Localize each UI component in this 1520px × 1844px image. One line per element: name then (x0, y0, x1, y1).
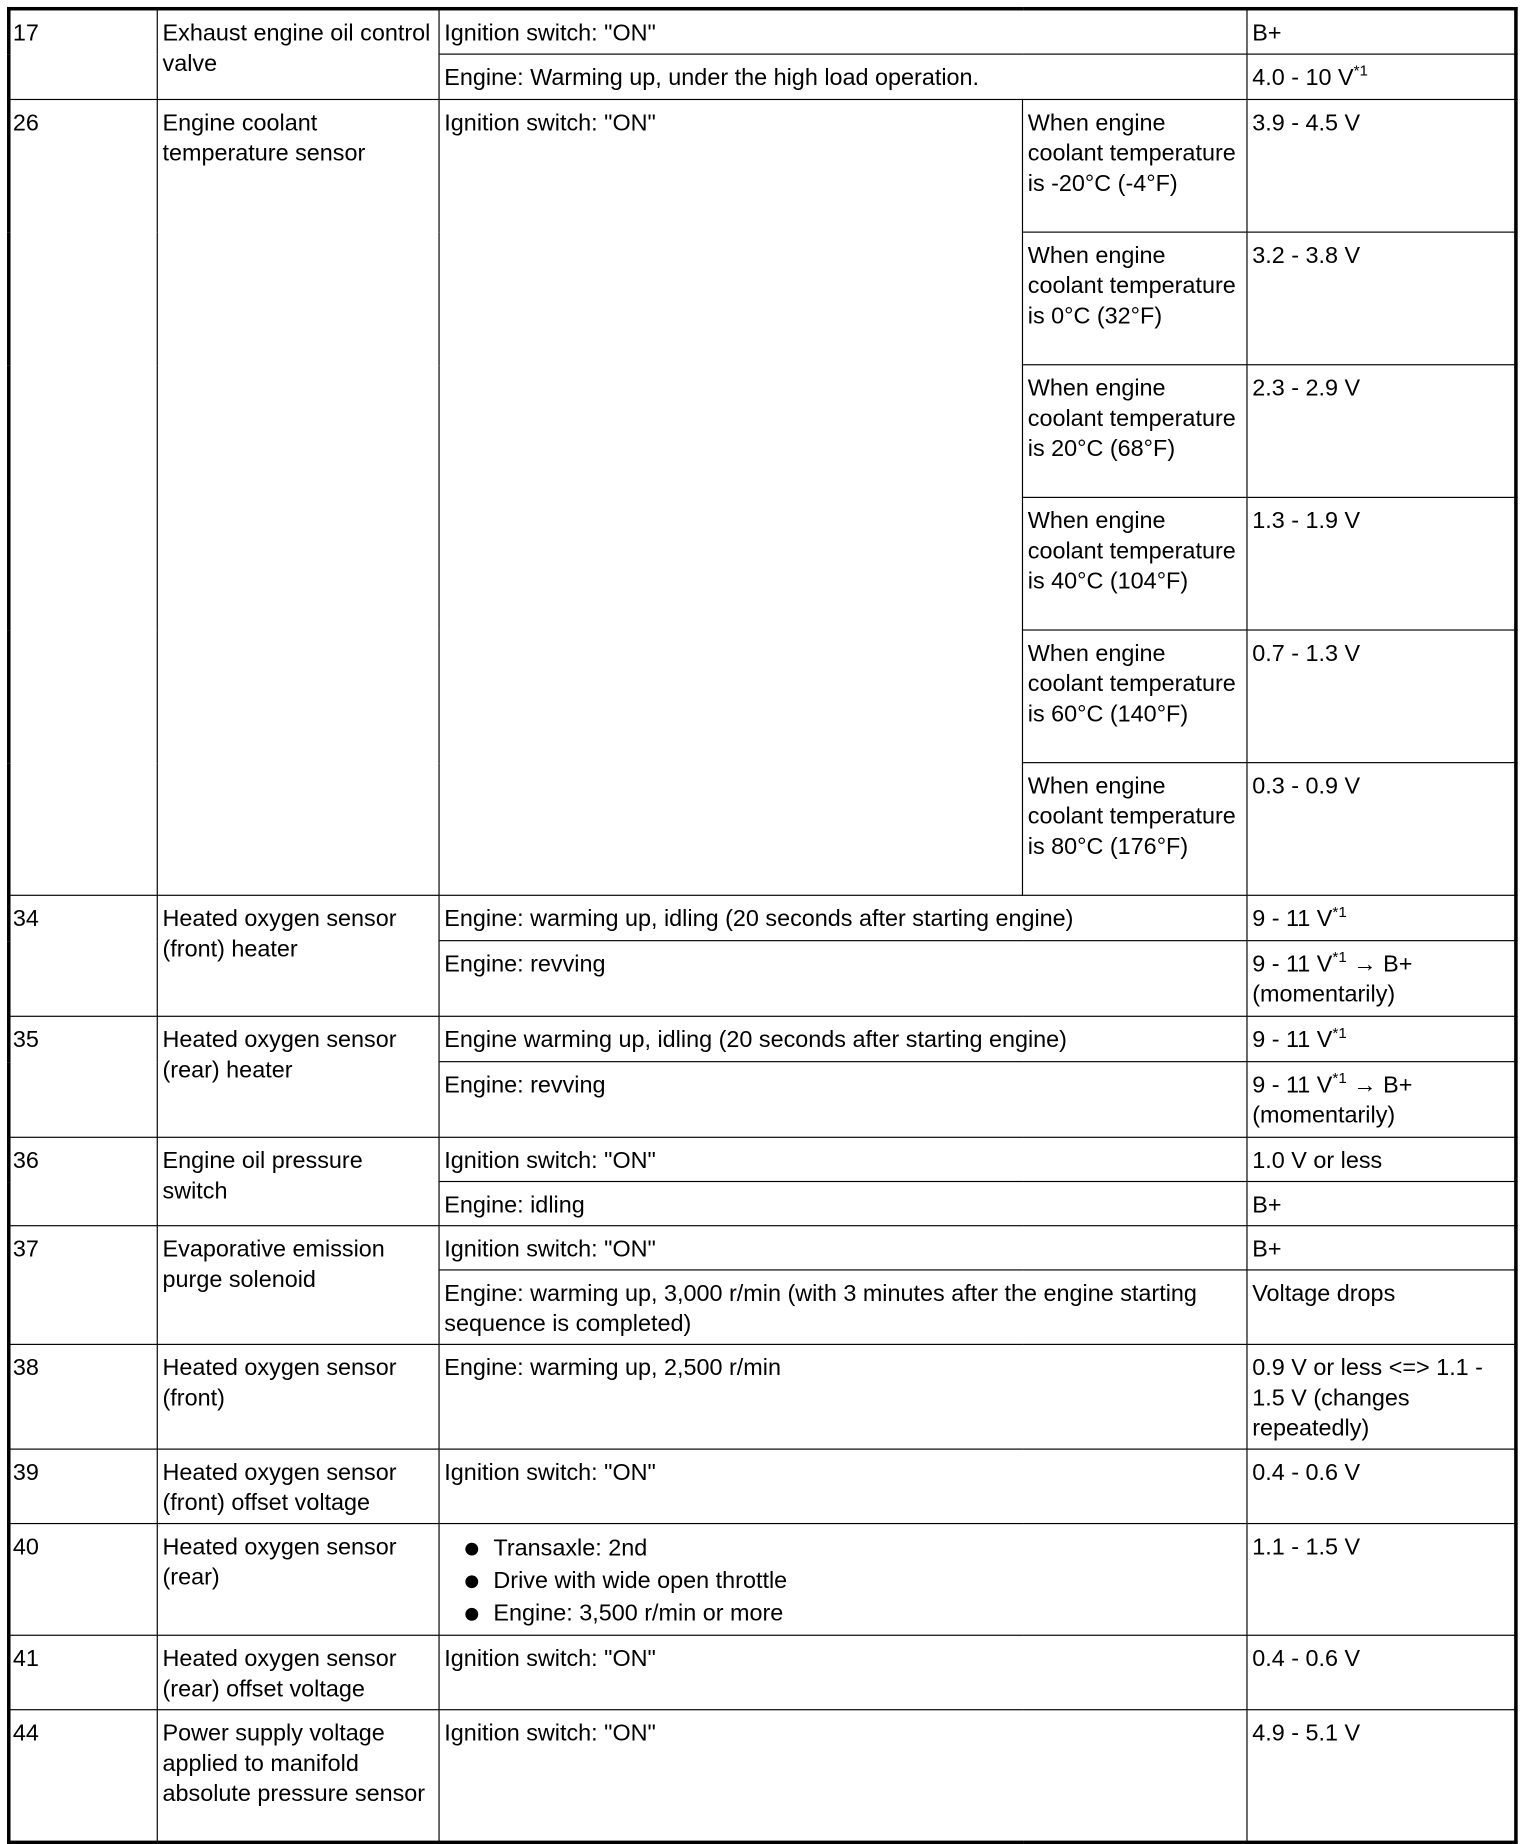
terminal-voltage-table (7, 7, 1518, 1844)
terminal-number: 36 (9, 1137, 157, 1225)
voltage-transition: → B+ (momentarily) (1252, 951, 1413, 1008)
condition-cell: Engine: revving (439, 941, 1247, 1017)
voltage-value: 9 - 11 V (1252, 951, 1333, 978)
voltage-value: 9 - 11 V (1252, 906, 1333, 932)
check-item: Heated oxygen sensor (front) heater (157, 895, 439, 1016)
table-row (9, 99, 1516, 232)
table-row (9, 1226, 1516, 1270)
voltage-value: 4.0 - 10 V (1252, 65, 1354, 91)
check-item: Heated oxygen sensor (front) (157, 1344, 439, 1449)
voltage-cell: B+ (1247, 1182, 1516, 1226)
condition-list (444, 1532, 1241, 1630)
voltage-cell (1247, 54, 1516, 99)
condition-cell: Ignition switch: "ON" (439, 1137, 1247, 1181)
condition-cell: Ignition switch: "ON" (439, 1710, 1247, 1843)
condition-cell: Ignition switch: "ON" (439, 1226, 1247, 1270)
voltage-cell: 4.9 - 5.1 V (1247, 1710, 1516, 1843)
voltage-cell (1247, 941, 1516, 1017)
condition-cell: Ignition switch: "ON" (439, 9, 1247, 54)
terminal-number: 17 (9, 9, 157, 100)
footnote-mark: *1 (1332, 1069, 1347, 1087)
sub-condition-cell: When engine coolant temperature is 0°C (32°F) (1022, 232, 1246, 365)
sub-condition-cell: When engine coolant temperature is 80°C (176°F) (1022, 763, 1246, 896)
sub-condition-cell: When engine coolant temperature is 60°C (140°F) (1022, 630, 1246, 763)
voltage-cell (1247, 1016, 1516, 1061)
footnote-mark: *1 (1332, 948, 1347, 966)
terminal-number: 44 (9, 1710, 157, 1843)
terminal-number: 38 (9, 1344, 157, 1449)
table-row (9, 9, 1516, 54)
voltage-cell: Voltage drops (1247, 1270, 1516, 1344)
check-item: Engine oil pressure switch (157, 1137, 439, 1225)
check-item: Power supply voltage applied to manifold absolute pressure sensor (157, 1710, 439, 1843)
condition-cell: Ignition switch: "ON" (439, 1449, 1247, 1523)
table-row (9, 1524, 1516, 1636)
condition-cell: Engine warming up, idling (20 seconds after starting engine) (439, 1016, 1247, 1061)
voltage-cell: 3.9 - 4.5 V (1247, 99, 1516, 232)
voltage-value: 9 - 11 V (1252, 1027, 1333, 1053)
check-item: Engine coolant temperature sensor (157, 99, 439, 895)
terminal-number: 34 (9, 895, 157, 1016)
condition-cell (439, 1524, 1247, 1636)
terminal-number: 39 (9, 1449, 157, 1523)
list-item: Transaxle: 2nd (444, 1532, 1241, 1565)
sub-condition-cell: When engine coolant temperature is 40°C (104°F) (1022, 497, 1246, 630)
terminal-number: 41 (9, 1635, 157, 1709)
sub-condition-cell: When engine coolant temperature is -20°C (-4°F) (1022, 99, 1246, 232)
terminal-number: 37 (9, 1226, 157, 1345)
sub-condition-cell: When engine coolant temperature is 20°C (68°F) (1022, 365, 1246, 498)
voltage-cell: 0.9 V or less <=> 1.1 - 1.5 V (changes repeatedly) (1247, 1344, 1516, 1449)
condition-cell: Engine: warming up, idling (20 seconds after starting engine) (439, 895, 1247, 940)
check-item: Heated oxygen sensor (rear) heater (157, 1016, 439, 1137)
condition-cell: Engine: revving (439, 1062, 1247, 1138)
footnote-mark: *1 (1332, 1023, 1347, 1042)
condition-cell: Engine: idling (439, 1182, 1247, 1226)
voltage-cell: 0.4 - 0.6 V (1247, 1449, 1516, 1523)
table-row (9, 1016, 1516, 1061)
terminal-number: 26 (9, 99, 157, 895)
list-item: Engine: 3,500 r/min or more (444, 1597, 1241, 1630)
check-item: Exhaust engine oil control valve (157, 9, 439, 100)
condition-cell: Ignition switch: "ON" (439, 1635, 1247, 1709)
voltage-cell: 1.3 - 1.9 V (1247, 497, 1516, 630)
voltage-value: 9 - 11 V (1252, 1072, 1333, 1099)
condition-cell: Ignition switch: "ON" (439, 99, 1022, 895)
voltage-cell: B+ (1247, 9, 1516, 54)
terminal-number: 35 (9, 1016, 157, 1137)
check-item: Heated oxygen sensor (front) offset voltage (157, 1449, 439, 1523)
voltage-cell (1247, 1062, 1516, 1138)
condition-cell: Engine: warming up, 2,500 r/min (439, 1344, 1247, 1449)
list-item: Drive with wide open throttle (444, 1565, 1241, 1598)
check-item: Heated oxygen sensor (rear) offset voltage (157, 1635, 439, 1709)
table-row (9, 1710, 1516, 1843)
footnote-mark: *1 (1353, 61, 1369, 80)
table-row (9, 1635, 1516, 1709)
condition-cell: Engine: warming up, 3,000 r/min (with 3 minutes after the engine starting sequence is completed) (439, 1270, 1247, 1344)
voltage-cell: B+ (1247, 1226, 1516, 1270)
check-item: Evaporative emission purge solenoid (157, 1226, 439, 1345)
terminal-number: 40 (9, 1524, 157, 1636)
table-row (9, 1449, 1516, 1523)
voltage-cell: 0.3 - 0.9 V (1247, 763, 1516, 896)
voltage-transition: → B+ (momentarily) (1252, 1072, 1413, 1129)
table-row (9, 1137, 1516, 1181)
check-item: Heated oxygen sensor (rear) (157, 1524, 439, 1636)
voltage-cell: 1.1 - 1.5 V (1247, 1524, 1516, 1636)
table-row (9, 895, 1516, 940)
voltage-cell: 3.2 - 3.8 V (1247, 232, 1516, 365)
condition-cell: Engine: Warming up, under the high load operation. (439, 54, 1247, 99)
voltage-cell (1247, 895, 1516, 940)
table-row (9, 1344, 1516, 1449)
voltage-cell: 2.3 - 2.9 V (1247, 365, 1516, 498)
voltage-cell: 0.7 - 1.3 V (1247, 630, 1516, 763)
footnote-mark: *1 (1332, 902, 1347, 921)
voltage-cell: 1.0 V or less (1247, 1137, 1516, 1181)
voltage-cell: 0.4 - 0.6 V (1247, 1635, 1516, 1709)
